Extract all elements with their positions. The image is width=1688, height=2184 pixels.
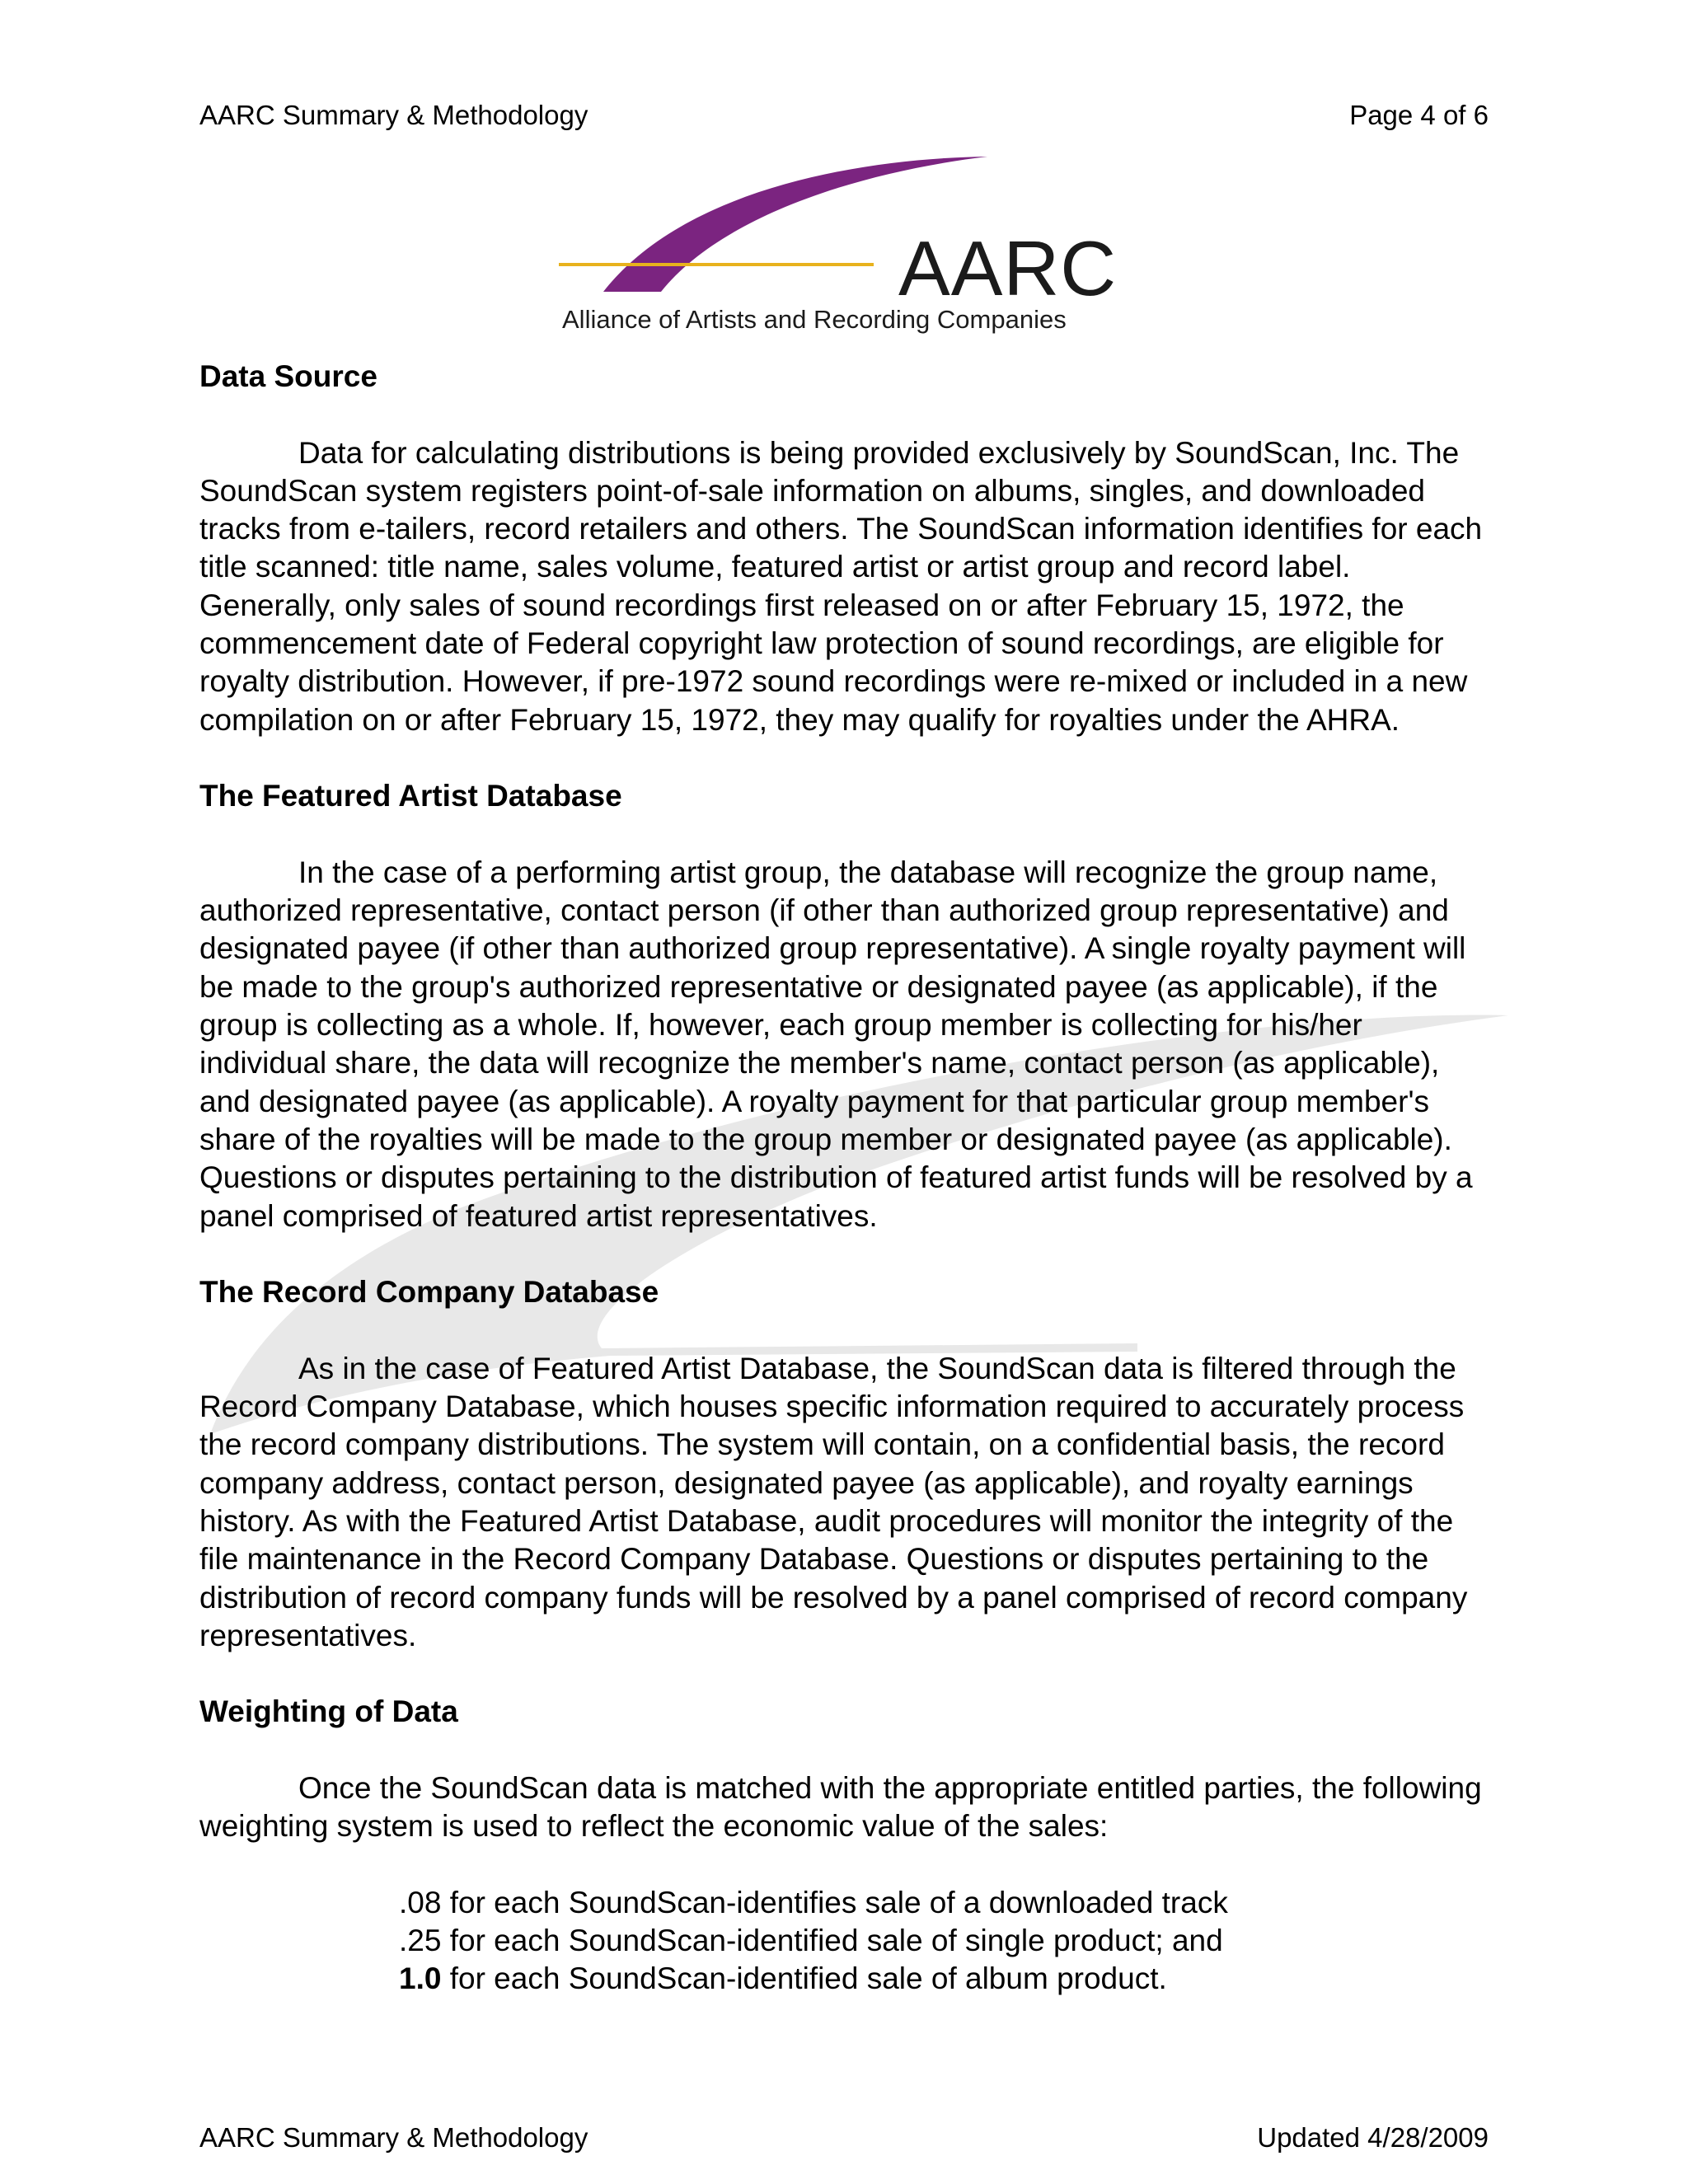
section-heading-featured-artist: The Featured Artist Database [199, 779, 622, 813]
weight-value: .25 [399, 1924, 442, 1958]
aarc-logo [554, 153, 1118, 344]
page-footer [199, 2121, 1489, 2154]
section-body-record-company: As in the case of Featured Artist Database, the SoundScan data is filtered through the Record Company Database, which houses specific information required to accurately process the record company distributions. The system will contain, on a confidential basis, the record company address, contact person, designated payee (as applicable), and royalty earnings history. As with the Featured Artist Database, audit procedures will monitor the integrity of the file maintenance in the Record Company Database. Questions or disputes pertaining to the distribution of record company funds will be resolved by a panel comprised of record company representatives. [199, 1351, 1468, 1652]
section-body-featured-artist: In the case of a performing artist group, the database will recognize the group name, authorized representative, contact person (if other than authorized group representative) and designated payee (if other than authorized group representative). A single royalty payment will be made to the group's authorized representative or designated payee (as applicable), if the group is collecting as a whole. If, however, each group member is collecting for his/her individual share, the data will recognize the member's name, contact person (as applicable), and designated payee (as applicable). A royalty payment for that particular group member's share of the royalties will be made to the group member or designated payee (as applicable). Questions or disputes pertaining to the distribution of featured artist funds will be resolved by a panel comprised of featured artist representatives. [199, 855, 1473, 1233]
footer-title: AARC Summary & Methodology [199, 2122, 588, 2153]
section-body-data-source: Data for calculating distributions is being provided exclusively by SoundScan, Inc. The SoundScan system registers point-of-sale information on albums, singles, and downloaded tracks from e-tailers, record retailers and others. The SoundScan information identifies for each title scanned: title name, sales volume, featured artist or artist group and record label. Generally, only sales of sound recordings first released on or after February 15, 1972, the commencement date of Federal copyright law protection of sound recordings, are eligible for royalty distribution. However, if pre-1972 sound recordings were re-mixed or included in a new compilation on or after February 15, 1972, they may qualify for royalties under the AHRA. [199, 435, 1483, 737]
weight-value: 1.0 [399, 1961, 442, 1996]
updated-date: Updated 4/28/2009 [1257, 2122, 1489, 2153]
list-item [399, 1960, 1495, 1998]
section-heading-weighting: Weighting of Data [199, 1694, 458, 1729]
weight-text: for each SoundScan-identified sale of album product. [441, 1961, 1167, 1996]
document-body [199, 358, 1495, 1999]
header-title: AARC Summary & Methodology [199, 100, 588, 130]
logo-tagline: Alliance of Artists and Recording Companies [562, 305, 1067, 334]
logo-wordmark: AARC [898, 225, 1118, 312]
weight-text: for each SoundScan-identified sale of single product; and [441, 1924, 1223, 1958]
weighting-list [399, 1884, 1495, 1999]
weight-value: .08 [399, 1885, 442, 1919]
page-header [199, 99, 1489, 132]
list-item [399, 1922, 1495, 1960]
section-heading-record-company: The Record Company Database [199, 1275, 659, 1310]
section-heading-data-source: Data Source [199, 359, 377, 393]
list-item [399, 1884, 1495, 1922]
page-number: Page 4 of 6 [1349, 100, 1489, 130]
section-body-weighting: Once the SoundScan data is matched with the appropriate entitled parties, the following weighting system is used to reflect the economic value of the sales: [199, 1770, 1482, 1844]
weight-text: for each SoundScan-identifies sale of a downloaded track [441, 1885, 1228, 1919]
